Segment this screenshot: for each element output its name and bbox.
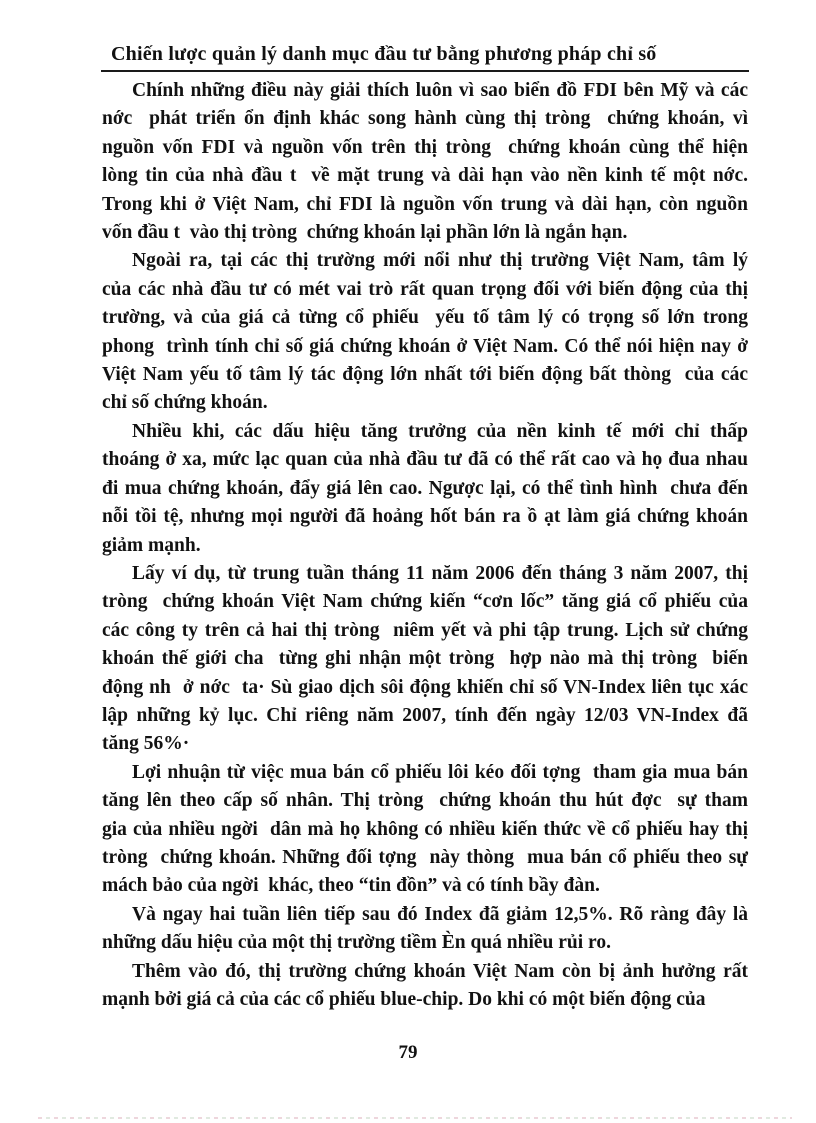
text-line: tròng chứng khoán. Những đối tợng này thòng mua bán cổ phiếu theo sự [102,846,748,868]
text-line: trường, và của giá cả từng cổ phiếu yếu tố tâm lý có trọng số lớn trong [102,307,748,329]
text-line: nguồn vốn FDI và nguồn vốn trên thị tròng chứng khoán cùng thể hiện [102,136,748,158]
text-line: vốn đầu t vào thị tròng chứng khoán lại phần lớn là ngắn hạn. [102,222,628,244]
text-line: chỉ số chứng khoán. [102,392,268,414]
paragraph [102,560,748,759]
text-line: các công ty trên cả hai thị tròng niêm yết và phi tập trung. Lịch sử chứng [102,619,748,641]
page-header [101,42,749,72]
text-line: Thêm vào đó, thị trường chứng khoán Việt Nam còn bị ảnh hưởng rất [132,960,748,982]
text-line: phong trình tính chỉ số giá chứng khoán ở Việt Nam. Có thể nói hiện nay ở [102,335,748,357]
text-line: lập những kỷ lục. Chỉ riêng năm 2007, tính đến ngày 12/03 VN-Index đã [102,704,748,726]
text-line: Việt Nam yếu tố tâm lý tác động lớn nhất tới biến động bất thòng của các [102,364,748,386]
text-line: lòng tin của nhà đầu t về mặt trung và dài hạn vào nền kinh tế một nớc. [102,165,748,187]
paragraph [102,759,748,901]
paragraph [102,77,748,247]
page-header-title: Chiến lược quản lý danh mục đầu tư bằng phương pháp chỉ số [111,43,657,65]
footer-dashed-line [38,1117,792,1119]
text-line: đi mua chứng khoán, đẩy giá lên cao. Ngược lại, có thể tình hình chưa đến [102,477,748,499]
text-line: Nhiều khi, các dấu hiệu tăng trưởng của nền kinh tế mới chỉ thấp [132,420,748,442]
text-line: những dấu hiệu của một thị trường tiềm Èn quá nhiều rủi ro. [102,932,611,954]
text-line: tăng lên theo cấp số nhân. Thị tròng chứng khoán thu hút đợc sự tham [102,790,748,812]
text-line: động nh ở nớc ta· Sù giao dịch sôi động khiến chỉ số VN-Index liên tục xác [102,676,748,698]
paragraph [102,901,748,958]
page-body [102,77,748,1014]
text-line: Chính những điều này giải thích luôn vì sao biển đồ FDI bên Mỹ và các [132,80,748,101]
text-line: của các nhà đầu tư có mét vai trò rất quan trọng đối với biến động của thị [102,278,748,300]
paragraph [102,958,748,1015]
text-line: khoán thế giới cha từng ghi nhận một tròng hợp nào mà thị tròng biến [102,648,748,670]
text-line: Lợi nhuận từ việc mua bán cổ phiếu lôi kéo đối tợng tham gia mua bán [132,761,748,783]
text-line: gia của nhiều ngời dân mà họ không có nhiều kiến thức về cổ phiếu hay thị [102,818,748,840]
text-line: giảm mạnh. [102,534,201,556]
text-line: Và ngay hai tuần liên tiếp sau đó Index đã giảm 12,5%. Rõ ràng đây là [132,903,748,925]
text-line: nớc phát triển ổn định khác song hành cùng thị tròng chứng khoán, vì [102,108,748,130]
text-line: Ngoài ra, tại các thị trường mới nổi như thị trường Việt Nam, tâm lý [132,250,748,272]
text-line: thoáng ở xa, mức lạc quan của nhà đầu tư đã có thể rất cao và họ đua nhau [102,449,748,471]
text-line: nỗi tồi tệ, nhưng mọi người đã hoảng hốt bán ra ồ ạt làm giá chứng khoán [102,506,748,528]
text-line: mách bảo của ngời khác, theo “tin đồn” và có tính bầy đàn. [102,875,600,897]
paragraph [102,247,748,417]
text-line: tròng chứng khoán Việt Nam chứng kiến “cơn lốc” tăng giá cổ phiếu của [102,591,748,613]
page-number: 79 [398,1042,418,1063]
text-line: Trong khi ở Việt Nam, chỉ FDI là nguồn vốn trung và dài hạn, còn nguồn [102,193,748,215]
paragraph [102,418,748,560]
text-line: Lấy ví dụ, từ trung tuần tháng 11 năm 2006 đến tháng 3 năm 2007, thị [132,562,748,584]
text-line: mạnh bởi giá cả của các cổ phiếu blue-chip. Do khi có một biến động của [102,989,706,1010]
text-line: tăng 56%· [102,733,190,755]
